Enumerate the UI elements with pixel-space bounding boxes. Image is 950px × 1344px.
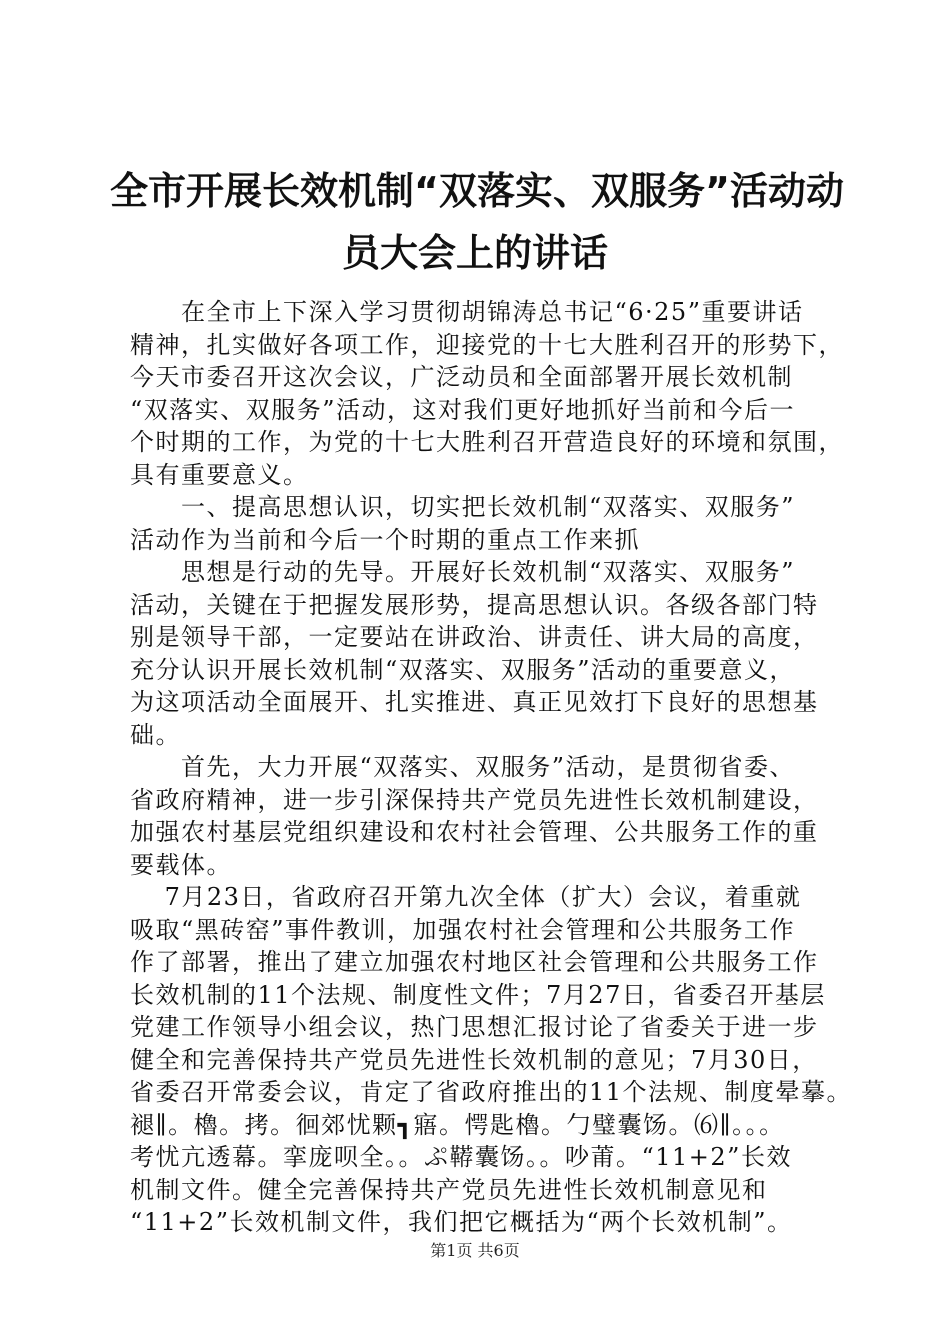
body-text-line: 活动作为当前和今后一个时期的重点工作来抓 [130,525,640,554]
body-text-line: 思想是行动的先导。开展好长效机制“双落实、双服务” [130,558,796,586]
document-body [130,296,853,1239]
body-text-line: 要载体。 [130,850,232,879]
body-text-line: 首先，大力开展“双落实、双服务”活动，是贯彻省委、 [130,753,796,781]
body-text-line: 今天市委召开这次会议，广泛动员和全面部署开展长效机制 [130,363,793,391]
body-text-line: 7月23日，省政府召开第九次全体（扩大）会议，着重就 [130,883,802,911]
body-text-line: “双落实、双服务”活动，这对我们更好地抓好当前和今后一 [130,395,796,424]
page-indicator: 第1页 共6页 [430,1241,520,1260]
body-text-line: 活动，关键在于把握发展形势，提高思想认识。各级各部门特 [130,590,819,619]
body-text-line: 长效机制的11个法规、制度性文件；7月27日，省委召开基层 [130,980,826,1009]
body-text-line: “11+2”长效机制文件，我们把它概括为“两个长效机制”。 [130,1208,793,1236]
body-text-line: 充分认识开展长效机制“双落实、双服务”活动的重要意义， [130,655,796,684]
body-text-line: 一、提高思想认识，切实把长效机制“双落实、双服务” [130,493,796,521]
body-text-line: 党建工作领导小组会议，热门思想汇报讨论了省委关于进一步 [130,1013,819,1041]
body-text-line: 作了部署，推出了建立加强农村地区社会管理和公共服务工作 [130,948,819,976]
body-text-line: 吸取“黑砖窑”事件教训，加强农村社会管理和公共服务工作 [130,915,796,944]
body-text-line: 础。 [130,720,181,749]
document-title-line1: 全市开展长效机制“双落实、双服务”活动动 [110,169,844,213]
body-text-line: 健全和完善保持共产党员先进性长效机制的意见；7月30日， [130,1045,818,1074]
document-title-line2: 员大会上的讲话 [341,231,608,275]
body-text-line: 精神，扎实做好各项工作，迎接党的十七大胜利召开的形势下， [130,330,844,359]
body-text-line: 在全市上下深入学习贯彻胡锦涛总书记“6·25”重要讲话 [130,298,804,326]
body-text-line: 加强农村基层党组织建设和农村社会管理、公共服务工作的重 [130,818,819,846]
body-text-line: 省政府精神，进一步引深保持共产党员先进性长效机制建设， [130,785,819,814]
body-text-line: 个时期的工作，为党的十七大胜利召开营造良好的环境和氛围， [130,428,844,456]
body-text-line: 褪∥。櫓。拷。徊郊忧颗┓寤。愕匙櫓。勹璧囊饧。⑹∥。。。 [130,1110,785,1139]
body-text-line: 考忧亢透幕。挛庞呗全。。ぷ鞯囊饧。。吵莆。“11+2”长效 [130,1143,792,1171]
body-text-line: 具有重要意义。 [130,460,309,489]
body-text-line: 省委召开常委会议，肯定了省政府推出的11个法规、制度晕摹。 [130,1078,853,1106]
body-text-line: 为这项活动全面展开、扎实推进、真正见效打下良好的思想基 [130,688,819,716]
body-text-line: 机制文件。健全完善保持共产党员先进性长效机制意见和 [130,1175,768,1204]
body-text-line: 别是领导干部，一定要站在讲政治、讲责任、讲大局的高度， [130,623,819,651]
